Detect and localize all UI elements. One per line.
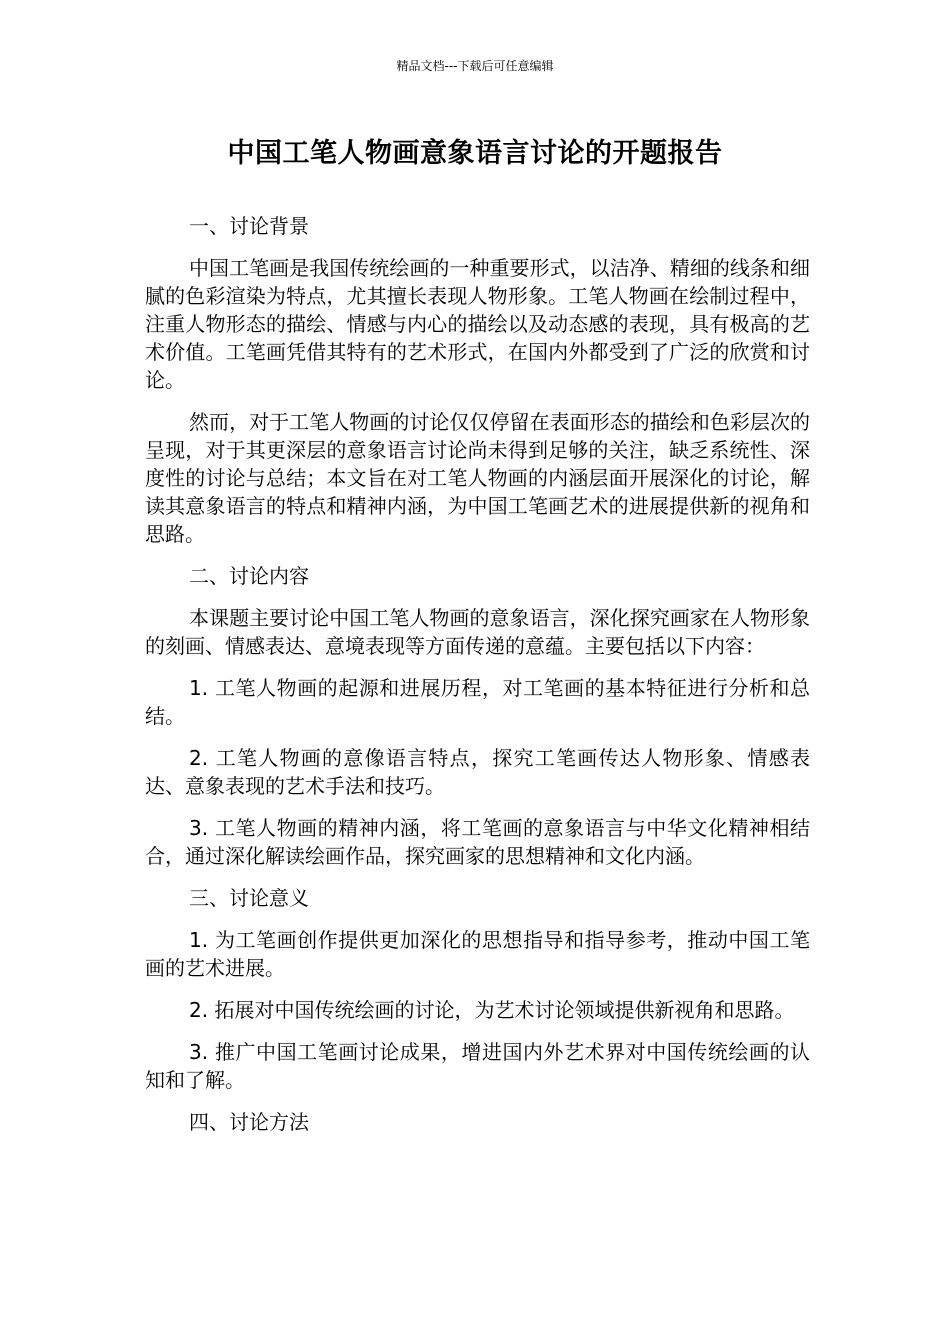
list-item: 2. 工笔人物画的意像语言特点，探究工笔画传达人物形象、情感表达、意象表现的艺术手法和技巧。 (145, 746, 810, 798)
section-heading-background: 一、讨论背景 (189, 214, 309, 238)
paragraph: 本课题主要讨论中国工笔人物画的意象语言，深化探究画家在人物形象的刻画、情感表达、意境表现等方面传递的意蕴。主要包括以下内容： (145, 606, 810, 658)
section-heading-methods: 四、讨论方法 (189, 1110, 309, 1134)
section-heading-significance: 三、讨论意义 (189, 886, 309, 910)
section-heading-content: 二、讨论内容 (189, 564, 309, 588)
paragraph: 然而，对于工笔人物画的讨论仅仅停留在表面形态的描绘和色彩层次的呈现，对于其更深层的意象语言讨论尚未得到足够的关注，缺乏系统性、深度性的讨论与总结；本文旨在对工笔人物画的内涵层面开展深化的讨论，解读其意象语言的特点和精神内涵，为中国工笔画艺术的进展提供新的视角和思路。 (145, 410, 810, 546)
list-item: 3. 工笔人物画的精神内涵，将工笔画的意象语言与中华文化精神相结合，通过深化解读绘画作品，探究画家的思想精神和文化内涵。 (145, 816, 810, 868)
list-item: 1. 工笔人物画的起源和进展历程，对工笔画的基本特征进行分析和总结。 (145, 676, 810, 728)
document-title: 中国工笔人物画意象语言讨论的开题报告 (227, 138, 723, 169)
document-body (145, 212, 810, 1150)
header-note: 精品文档---下载后可任意编辑 (396, 59, 554, 73)
list-item: 3. 推广中国工笔画讨论成果，增进国内外艺术界对中国传统绘画的认知和了解。 (145, 1040, 810, 1092)
list-item: 1. 为工笔画创作提供更加深化的思想指导和指导参考，推动中国工笔画的艺术进展。 (145, 928, 810, 980)
list-item: 2. 拓展对中国传统绘画的讨论，为艺术讨论领域提供新视角和思路。 (189, 998, 795, 1022)
paragraph: 中国工笔画是我国传统绘画的一种重要形式，以洁净、精细的线条和细腻的色彩渲染为特点，尤其擅长表现人物形象。工笔人物画在绘制过程中，注重人物形态的描绘、情感与内心的描绘以及动态感的表现，具有极高的艺术价值。工笔画凭借其特有的艺术形式，在国内外都受到了广泛的欣赏和讨论。 (145, 256, 810, 392)
